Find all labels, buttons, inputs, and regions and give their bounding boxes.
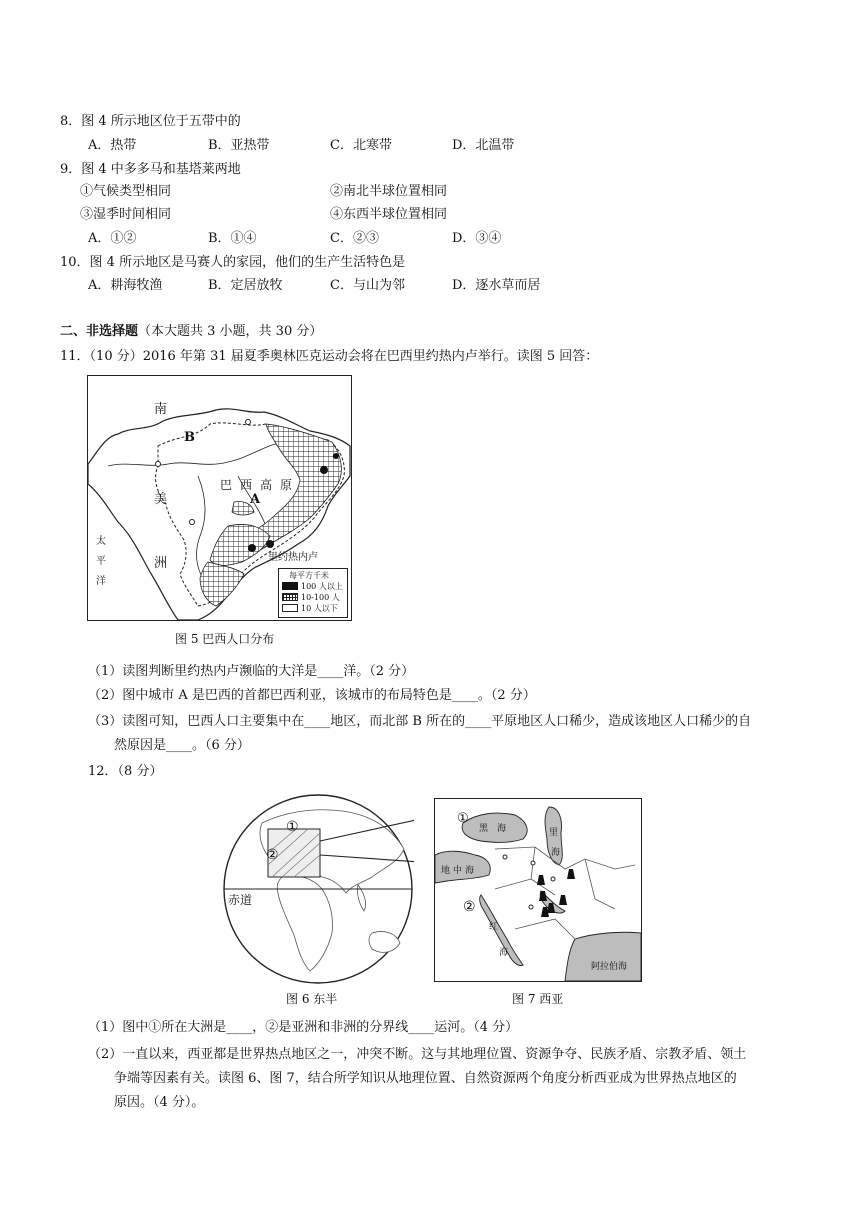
section-title: 二、非选择题 — [60, 324, 139, 339]
q8-option-b: B．亚热带 — [208, 138, 270, 153]
label-plateau-2: 西 — [240, 478, 253, 492]
figure5-caption: 图 5 巴西人口分布 — [175, 632, 275, 646]
q8-option-c: C．北寒带 — [330, 138, 392, 153]
label-pacific-1: 太 — [96, 536, 106, 547]
label-plateau-1: 巴 — [220, 478, 233, 492]
label-plateau-3: 高 — [260, 478, 273, 492]
label-mediterranean-1: 地 — [441, 866, 451, 876]
label-caspian-2: 海 — [551, 848, 561, 858]
q12-stem: 12．（8 分） — [88, 764, 163, 779]
q9-statement-2: ②南北半球位置相同 — [330, 184, 448, 199]
legend-swatch-dense — [282, 582, 298, 590]
q9-option-d: D．③④ — [452, 231, 502, 246]
figure6-caption: 图 6 东半 — [286, 992, 338, 1006]
label-nan: 南 — [154, 402, 168, 417]
legend-item-dense: 100 人以上 — [301, 582, 343, 591]
legend-swatch-medium — [282, 593, 298, 601]
q10-option-a: A．耕海牧渔 — [88, 278, 163, 293]
label-red-sea-1: 红 — [489, 922, 499, 932]
section-note: （本大题共 3 小题，共 30 分） — [138, 324, 323, 339]
globe-label-equator: 赤道 — [228, 893, 253, 907]
label-black-sea-2: 海 — [497, 824, 507, 834]
q11-sub3-line1: （3）读图可知，巴西人口主要集中在____地区，而北部 B 所在的____平原地区人口稀少，造成该地区人口稀少的自 — [88, 714, 752, 729]
legend-item-sparse: 10 人以下 — [301, 604, 338, 613]
brazil-map — [87, 375, 352, 621]
west-asia-map — [434, 798, 642, 982]
q11-sub2: （2）图中城市 A 是巴西的首都巴西利亚，该城市的布局特色是____。（2 分） — [88, 688, 536, 703]
label-mediterranean-3: 海 — [465, 866, 475, 876]
globe-label-one: ① — [286, 819, 299, 835]
q9-option-b: B．①④ — [208, 231, 257, 246]
label-zhou: 洲 — [154, 556, 168, 571]
west-asia-drawing — [435, 799, 641, 981]
q11-stem: 11．（10 分）2016 年第 31 届夏季奥林匹克运动会将在巴西里约热内卢举行。读图 5 回答： — [60, 349, 599, 364]
label-mei: 美 — [154, 492, 168, 507]
label-black-sea-1: 黑 — [479, 824, 489, 834]
q11-sub1: （1）读图判断里约热内卢濒临的大洋是____洋。（2 分） — [88, 664, 415, 679]
eastern-hemisphere-globe — [222, 793, 414, 985]
dense-dot — [248, 544, 256, 552]
label-plateau-4: 原 — [280, 478, 293, 492]
q9-statement-1: ①气候类型相同 — [80, 184, 172, 199]
westasia-label-two: ② — [463, 899, 476, 915]
label-a: A — [250, 492, 261, 507]
q10-stem: 10．图 4 所示地区是马赛人的家园，他们的生产生活特色是 — [60, 255, 406, 270]
dense-dot — [266, 540, 274, 548]
q9-option-a: A．①② — [88, 231, 137, 246]
label-mediterranean-2: 中 — [453, 866, 463, 876]
legend-title: 每平方千米 — [289, 571, 329, 580]
q8-stem: 8．图 4 所示地区位于五带中的 — [60, 114, 241, 129]
globe-label-two: ② — [266, 847, 279, 863]
globe-drawing — [222, 793, 414, 985]
q10-option-d: D．逐水草而居 — [452, 278, 541, 293]
q9-stem: 9．图 4 中多多马和基塔莱两地 — [60, 162, 241, 177]
section-heading — [60, 320, 322, 339]
arabian-sea — [565, 932, 641, 981]
dense-dot — [333, 453, 339, 459]
label-arabian-sea: 阿拉伯海 — [591, 962, 628, 972]
q12-sub2-line3: 原因。（4 分）。 — [114, 1095, 205, 1110]
q9-option-c: C．②③ — [330, 231, 379, 246]
q8-option-a: A．热带 — [88, 138, 137, 153]
label-pacific-3: 洋 — [96, 576, 106, 587]
q9-statement-3: ③湿季时间相同 — [80, 207, 172, 222]
q10-option-b: B．定居放牧 — [208, 278, 283, 293]
q8-option-d: D．北温带 — [452, 138, 515, 153]
dense-dot — [320, 466, 328, 474]
label-b: B — [184, 430, 195, 445]
q12-sub2-line2: 争端等因素有关。读图 6、图 7，结合所学知识从地理位置、自然资源两个角度分析西亚成为世界热点地区的 — [114, 1071, 737, 1086]
map-legend — [278, 568, 348, 618]
city-dot — [190, 520, 195, 525]
westasia-label-one: ① — [457, 811, 469, 826]
city-dot — [156, 462, 161, 467]
label-caspian-1: 里 — [549, 828, 559, 838]
q12-sub2-line1: （2）一直以来，西亚都是世界热点地区之一，冲突不断。这与其地理位置、资源争夺、民族矛盾、宗教矛盾、领土 — [88, 1047, 747, 1062]
label-pacific-2: 平 — [96, 556, 106, 567]
city-dot — [246, 420, 251, 425]
q10-option-c: C．与山为邻 — [330, 278, 405, 293]
q11-sub3-line2: 然原因是____。（6 分） — [114, 738, 250, 753]
label-red-sea-2: 海 — [499, 948, 509, 958]
label-rio: 里约热内卢 — [268, 552, 318, 563]
figure7-caption: 图 7 西亚 — [512, 992, 564, 1006]
q9-statement-4: ④东西半球位置相同 — [330, 207, 448, 222]
q12-sub1: （1）图中①所在大洲是____，②是亚洲和非洲的分界线____运河。（4 分） — [88, 1020, 519, 1035]
legend-swatch-sparse — [282, 604, 298, 612]
legend-item-medium: 10-100 人 — [301, 593, 340, 602]
